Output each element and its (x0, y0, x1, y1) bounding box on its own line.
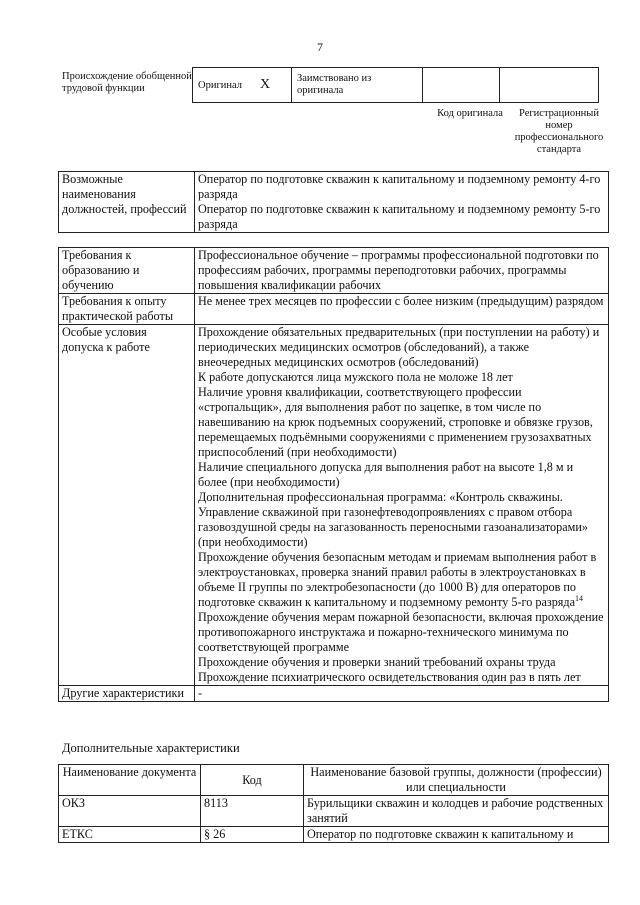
cell-document: ЕТКС (59, 827, 201, 843)
special-conditions-list (195, 325, 609, 686)
condition-item: Наличие специального допуска для выполнения работ на высоте 1,8 м и более (при необходимости) (198, 460, 574, 489)
cell-document: ОКЗ (59, 796, 201, 827)
condition-item: К работе допускаются лица мужского пола не моложе 18 лет (198, 370, 513, 384)
education-text: Профессиональное обучение – программы профессиональной подготовки по профессиям рабочих, программы переподготовки рабочих, программы повышения квалификации рабочих (195, 248, 609, 294)
additional-table (58, 764, 609, 843)
professions-table (58, 171, 609, 233)
other-characteristics-text: - (195, 686, 609, 702)
professions-label: Возможные наименования должностей, профессий (59, 172, 195, 233)
condition-item: Дополнительная профессиональная программа: «Контроль скважины. Управление скважиной при газонефтеводопроявлениях с правом отбора газовоздушной среды на загазованность переносными газоанализаторами» (при необходимости) (198, 490, 588, 549)
footnote-marker: 14 (575, 593, 584, 603)
professions-list (195, 172, 609, 233)
header-document: Наименование документа (59, 765, 201, 796)
other-characteristics-label: Другие характеристики (59, 686, 195, 702)
additional-header-row (59, 765, 609, 796)
experience-text: Не менее трех месяцев по профессии с более низким (предыдущим) разрядом (195, 294, 609, 325)
origin-mark: X (260, 76, 271, 92)
header-group: Наименование базовой группы, должности (профессии) или специальности (304, 765, 609, 796)
education-label: Требования к образованию и обучению (59, 248, 195, 294)
header-code: Код (201, 765, 304, 796)
origin-reg-caption: Регистрационный номер профессионального стандарта (514, 108, 604, 155)
additional-section-title: Дополнительные характеристики (62, 741, 240, 755)
origin-original-label: Оригинал (198, 79, 242, 91)
origin-table (192, 67, 599, 103)
profession-item: Оператор по подготовке скважин к капитальному и подземному ремонту 4-го разряда (198, 172, 601, 201)
condition-item: Наличие уровня квалификации, соответствующего профессии «стропальщик», для выполнения работ по зацепке, в том числе по навешиванию на крюк подъемных сооружений, строповке и обвязке грузов, перемещаемых подъёмными сооружениями с применением грузозахватных приспособлений (при необходимости) (198, 385, 593, 459)
origin-reg-number-cell (500, 68, 599, 103)
cell-group: Оператор по подготовке скважин к капитальному и (304, 827, 609, 843)
origin-code-cell (423, 68, 500, 103)
condition-item-text: Прохождение обучения безопасным методам и приемам выполнения работ в электроустановках, проверка знаний правил работы в электроустановках в объеме II группы по электробезопасности (до 1000 В) для операторов по подготовке скважин к капитальному и подземному ремонту 5-го разряда (198, 550, 597, 609)
table-row (59, 827, 609, 843)
cell-code: § 26 (201, 827, 304, 843)
origin-borrowed-cell: Заимствовано из оригинала (292, 68, 423, 103)
requirements-row (59, 686, 609, 702)
experience-label: Требования к опыту практической работы (59, 294, 195, 325)
requirements-row (59, 325, 609, 686)
profession-item: Оператор по подготовке скважин к капитальному и подземному ремонту 5-го разряда (198, 202, 601, 231)
origin-label: Происхождение обобщенной трудовой функции (62, 71, 192, 94)
table-row (59, 796, 609, 827)
special-conditions-label: Особые условия допуска к работе (59, 325, 195, 686)
condition-item: Прохождение обязательных предварительных (при поступлении на работу) и периодических медицинских осмотров (обследований), а также внеочередных медицинских осмотров (обследований) (198, 325, 600, 369)
requirements-row (59, 294, 609, 325)
condition-item (198, 550, 605, 610)
condition-item: Прохождение психиатрического освидетельствования один раз в пять лет (198, 670, 581, 684)
requirements-table (58, 247, 609, 702)
requirements-row (59, 248, 609, 294)
origin-original-cell (193, 68, 292, 103)
condition-item: Прохождение обучения мерам пожарной безопасности, включая прохождение противопожарного инструктажа и пожарно-технического минимума по соответствующей программе (198, 610, 604, 654)
origin-code-caption: Код оригинала (437, 108, 503, 119)
cell-group: Бурильщики скважин и колодцев и рабочие родственных занятий (304, 796, 609, 827)
cell-code: 8113 (201, 796, 304, 827)
page-number: 7 (317, 40, 323, 54)
condition-item: Прохождение обучения и проверки знаний требований охраны труда (198, 655, 556, 669)
